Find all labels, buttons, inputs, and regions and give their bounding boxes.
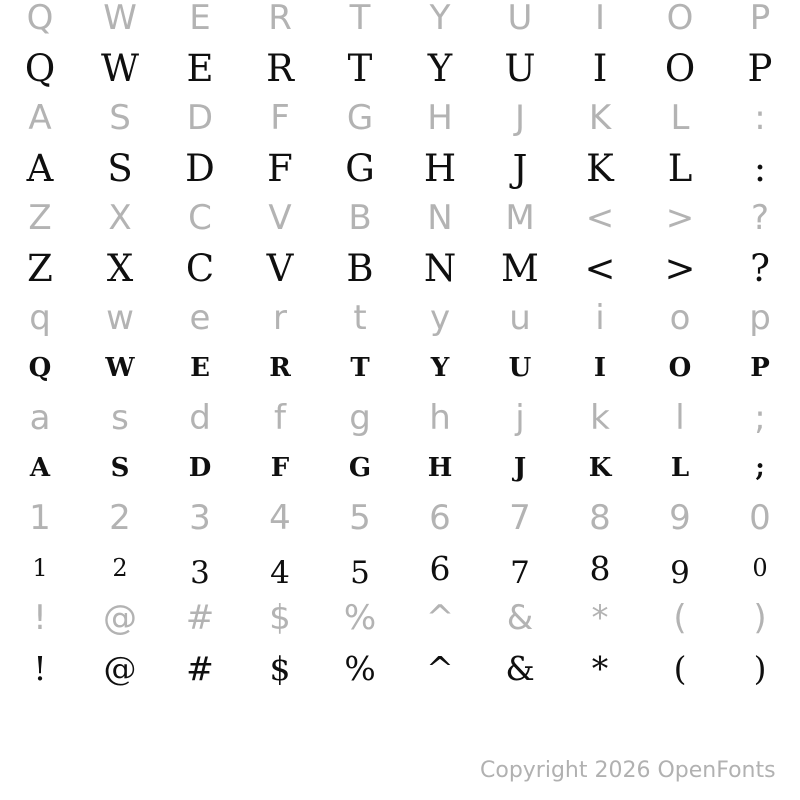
glyph-char: T — [347, 46, 373, 90]
glyph-cell — [240, 193, 320, 243]
glyph-char: S — [109, 98, 131, 138]
glyph-char: ; — [755, 453, 765, 483]
glyph-char: Z — [28, 198, 52, 238]
glyph-char: L — [667, 146, 693, 190]
glyph-char: P — [747, 46, 773, 90]
glyph-char: G — [348, 453, 372, 483]
glyph-cell — [0, 543, 80, 593]
glyph-cell — [240, 43, 320, 93]
glyph-cell — [560, 493, 640, 543]
glyph-char: E — [190, 353, 210, 383]
glyph-char: @ — [103, 648, 137, 688]
glyph-char: N — [423, 246, 457, 290]
glyph-cell — [160, 143, 240, 193]
glyph-char: l — [675, 398, 685, 438]
glyph-char: B — [346, 246, 374, 290]
glyph-cell — [320, 43, 400, 93]
glyph-char: Y — [430, 353, 450, 383]
glyph-char: J — [513, 453, 527, 483]
glyph-char: 9 — [669, 498, 691, 538]
glyph-cell — [480, 243, 560, 293]
glyph-cell — [160, 543, 240, 593]
glyph-cell — [560, 393, 640, 443]
glyph-char: W — [100, 46, 140, 90]
glyph-char: G — [345, 146, 375, 190]
glyph-char: a — [29, 398, 51, 438]
glyph-cell — [480, 393, 560, 443]
glyph-cell — [720, 243, 800, 293]
glyph-char: D — [185, 146, 215, 190]
glyph-char: < — [584, 246, 616, 290]
glyph-cell — [480, 643, 560, 693]
glyph-char: H — [423, 146, 457, 190]
glyph-char: K — [586, 146, 614, 190]
glyph-cell — [320, 293, 400, 343]
glyph-cell — [160, 0, 240, 43]
glyph-cell — [320, 243, 400, 293]
glyph-char: w — [106, 298, 134, 338]
glyph-char: Z — [27, 246, 53, 290]
glyph-char: D — [186, 98, 214, 138]
glyph-row-3-ref — [0, 93, 800, 143]
glyph-char: E — [189, 0, 211, 38]
glyph-cell — [0, 393, 80, 443]
glyph-cell — [240, 143, 320, 193]
glyph-cell — [640, 93, 720, 143]
glyph-cell — [400, 293, 480, 343]
glyph-cell — [720, 43, 800, 93]
glyph-char: * — [591, 598, 609, 638]
glyph-char: R — [268, 0, 292, 38]
glyph-cell — [240, 643, 320, 693]
glyph-char: 0 — [752, 554, 768, 582]
glyph-char: S — [107, 146, 133, 190]
glyph-cell — [560, 93, 640, 143]
glyph-char: $ — [269, 648, 291, 688]
glyph-cell — [0, 143, 80, 193]
glyph-cell — [480, 293, 560, 343]
glyph-char: M — [505, 198, 535, 238]
glyph-char: X — [106, 246, 134, 290]
glyph-char: 0 — [749, 498, 771, 538]
glyph-cell — [80, 593, 160, 643]
glyph-cell — [480, 0, 560, 43]
glyph-cell — [560, 243, 640, 293]
glyph-cell — [720, 543, 800, 593]
glyph-cell — [480, 193, 560, 243]
glyph-char: U — [504, 46, 536, 90]
glyph-cell — [80, 493, 160, 543]
glyph-cell — [640, 543, 720, 593]
glyph-char: F — [270, 98, 290, 138]
glyph-char: < — [585, 198, 615, 238]
glyph-char: E — [186, 46, 214, 90]
glyph-cell — [320, 393, 400, 443]
glyph-cell — [240, 543, 320, 593]
glyph-char: M — [501, 246, 539, 290]
glyph-char: 1 — [29, 498, 51, 538]
glyph-char: U — [508, 353, 532, 383]
glyph-cell — [80, 443, 160, 493]
glyph-char: ! — [33, 598, 47, 638]
glyph-cell — [80, 243, 160, 293]
glyph-char: u — [509, 298, 531, 338]
glyph-cell — [0, 0, 80, 43]
glyph-cell — [720, 493, 800, 543]
glyph-cell — [160, 643, 240, 693]
glyph-cell — [320, 343, 400, 393]
glyph-row-8-smallcaps — [0, 343, 800, 393]
glyph-cell — [400, 443, 480, 493]
glyph-cell — [640, 393, 720, 443]
glyph-cell — [240, 443, 320, 493]
glyph-cell — [320, 143, 400, 193]
glyph-row-1-ref — [0, 0, 800, 43]
glyph-char: 3 — [190, 555, 210, 591]
glyph-char: H — [427, 98, 453, 138]
glyph-char: > — [664, 246, 696, 290]
glyph-char: 1 — [32, 554, 48, 582]
glyph-char: O — [664, 46, 696, 90]
glyph-cell — [240, 343, 320, 393]
glyph-cell — [560, 0, 640, 43]
glyph-char: k — [590, 398, 610, 438]
glyph-char: 2 — [109, 498, 131, 538]
glyph-char: g — [349, 398, 371, 438]
glyph-cell — [80, 193, 160, 243]
glyph-cell — [80, 393, 160, 443]
glyph-cell — [640, 43, 720, 93]
copyright-text: Copyright 2026 OpenFonts — [480, 758, 776, 783]
glyph-char: % — [344, 648, 376, 688]
glyph-cell — [480, 343, 560, 393]
glyph-row-2-caps — [0, 43, 800, 93]
glyph-char: $ — [269, 598, 291, 638]
glyph-char: O — [666, 0, 694, 38]
glyph-char: & — [505, 648, 535, 688]
glyph-cell — [560, 593, 640, 643]
glyph-cell — [400, 0, 480, 43]
glyph-char: 3 — [189, 498, 211, 538]
glyph-cell — [160, 243, 240, 293]
glyph-char: T — [349, 0, 371, 38]
glyph-cell — [320, 0, 400, 43]
glyph-cell — [320, 643, 400, 693]
glyph-cell — [480, 93, 560, 143]
glyph-char: o — [669, 298, 691, 338]
glyph-char: 5 — [349, 498, 371, 538]
glyph-char: ( — [673, 598, 687, 638]
glyph-row-9-ref — [0, 393, 800, 443]
glyph-cell — [160, 443, 240, 493]
glyph-char: W — [105, 353, 135, 383]
glyph-char: 6 — [429, 548, 451, 588]
glyph-char: P — [750, 353, 770, 383]
glyph-char: @ — [103, 598, 137, 638]
glyph-cell — [0, 443, 80, 493]
glyph-cell — [160, 393, 240, 443]
glyph-cell — [160, 193, 240, 243]
glyph-char: L — [670, 453, 690, 483]
glyph-cell — [0, 93, 80, 143]
glyph-char: H — [427, 453, 453, 483]
glyph-cell — [400, 643, 480, 693]
glyph-cell — [400, 593, 480, 643]
glyph-row-10-smallcaps — [0, 443, 800, 493]
glyph-cell — [560, 543, 640, 593]
glyph-cell — [720, 193, 800, 243]
glyph-char: e — [189, 298, 211, 338]
glyph-cell — [480, 143, 560, 193]
glyph-char: # — [186, 648, 214, 688]
glyph-char: 7 — [510, 555, 530, 591]
glyph-cell — [320, 443, 400, 493]
glyph-cell — [480, 543, 560, 593]
glyph-char: : — [754, 98, 766, 138]
glyph-char: t — [353, 298, 367, 338]
glyph-cell — [640, 443, 720, 493]
glyph-char: 4 — [269, 498, 291, 538]
glyph-char: C — [188, 198, 212, 238]
glyph-char: 9 — [670, 555, 690, 591]
glyph-cell — [480, 593, 560, 643]
glyph-char: Q — [26, 0, 54, 38]
glyph-char: 6 — [429, 498, 451, 538]
glyph-cell — [640, 293, 720, 343]
glyph-row-4-caps — [0, 143, 800, 193]
glyph-cell — [0, 193, 80, 243]
glyph-char: 8 — [589, 498, 611, 538]
glyph-cell — [720, 593, 800, 643]
glyph-cell — [720, 393, 800, 443]
glyph-char: D — [188, 453, 212, 483]
glyph-char: ; — [754, 398, 766, 438]
glyph-cell — [640, 493, 720, 543]
glyph-cell — [480, 493, 560, 543]
glyph-char: ! — [33, 648, 47, 688]
glyph-char: A — [26, 146, 54, 190]
glyph-char: i — [595, 298, 605, 338]
glyph-char: p — [749, 298, 771, 338]
glyph-cell — [80, 143, 160, 193]
glyph-cell — [400, 193, 480, 243]
glyph-char: W — [103, 0, 137, 38]
glyph-cell — [640, 0, 720, 43]
glyph-char: I — [592, 46, 608, 90]
glyph-cell — [240, 0, 320, 43]
glyph-char: F — [270, 453, 290, 483]
glyph-cell — [0, 593, 80, 643]
glyph-char: ) — [753, 598, 767, 638]
glyph-cell — [560, 343, 640, 393]
glyph-cell — [400, 493, 480, 543]
glyph-cell — [480, 443, 560, 493]
glyph-cell — [0, 643, 80, 693]
glyph-char: I — [594, 0, 606, 38]
glyph-char: U — [507, 0, 533, 38]
glyph-cell — [240, 593, 320, 643]
glyph-char: j — [515, 398, 525, 438]
glyph-cell — [560, 643, 640, 693]
glyph-char: ^ — [425, 598, 455, 638]
glyph-cell — [240, 293, 320, 343]
glyph-cell — [720, 343, 800, 393]
glyph-cell — [400, 93, 480, 143]
glyph-char: J — [512, 146, 528, 190]
glyph-cell — [320, 543, 400, 593]
glyph-cell — [80, 543, 160, 593]
glyph-char: Q — [28, 353, 52, 383]
glyph-char: Q — [24, 46, 56, 90]
glyph-char: C — [185, 246, 215, 290]
glyph-cell — [640, 143, 720, 193]
glyph-char: : — [753, 146, 767, 190]
glyph-cell — [0, 493, 80, 543]
glyph-cell — [160, 93, 240, 143]
glyph-cell — [720, 293, 800, 343]
glyph-cell — [560, 43, 640, 93]
glyph-cell — [400, 243, 480, 293]
glyph-char: V — [266, 246, 294, 290]
glyph-row-13-ref — [0, 593, 800, 643]
glyph-char: # — [185, 598, 215, 638]
glyph-cell — [160, 493, 240, 543]
glyph-cell — [160, 43, 240, 93]
glyph-char: 4 — [270, 555, 290, 591]
glyph-char: A — [28, 98, 52, 138]
glyph-cell — [320, 493, 400, 543]
glyph-char: A — [29, 453, 51, 483]
glyph-char: ? — [750, 198, 770, 238]
glyph-row-14-symbols — [0, 643, 800, 693]
glyph-char: r — [273, 298, 287, 338]
glyph-cell — [240, 243, 320, 293]
glyph-cell — [400, 43, 480, 93]
glyph-char: d — [189, 398, 211, 438]
glyph-char: s — [111, 398, 129, 438]
glyph-cell — [640, 193, 720, 243]
glyph-char: 5 — [350, 555, 370, 591]
glyph-char: N — [427, 198, 453, 238]
glyph-cell — [400, 343, 480, 393]
glyph-cell — [160, 293, 240, 343]
glyph-cell — [720, 143, 800, 193]
glyph-char: f — [274, 398, 286, 438]
glyph-cell — [160, 593, 240, 643]
glyph-cell — [0, 43, 80, 93]
glyph-char: q — [29, 298, 51, 338]
glyph-cell — [560, 193, 640, 243]
glyph-row-7-ref — [0, 293, 800, 343]
glyph-cell — [80, 93, 160, 143]
glyph-char: > — [665, 198, 695, 238]
glyph-char: ^ — [426, 648, 454, 688]
glyph-char: 2 — [112, 554, 128, 582]
glyph-char: ) — [753, 648, 767, 688]
glyph-char: L — [670, 98, 690, 138]
glyph-cell — [320, 593, 400, 643]
glyph-char: % — [343, 598, 377, 638]
glyph-row-6-caps — [0, 243, 800, 293]
glyph-cell — [0, 243, 80, 293]
glyph-char: K — [588, 453, 612, 483]
glyph-cell — [400, 143, 480, 193]
glyph-char: 7 — [509, 498, 531, 538]
glyph-cell — [320, 193, 400, 243]
glyph-cell — [0, 343, 80, 393]
glyph-char: y — [429, 298, 451, 338]
glyph-char: Y — [427, 46, 453, 90]
glyph-char: & — [506, 598, 534, 638]
glyph-char: h — [429, 398, 451, 438]
glyph-char: F — [267, 146, 293, 190]
glyph-cell — [80, 0, 160, 43]
glyph-cell — [720, 643, 800, 693]
glyph-cell — [480, 43, 560, 93]
glyph-row-12-figures — [0, 543, 800, 593]
glyph-char: Y — [429, 0, 451, 38]
glyph-cell — [240, 393, 320, 443]
glyph-cell — [640, 243, 720, 293]
glyph-row-5-ref — [0, 193, 800, 243]
glyph-char: ( — [673, 648, 687, 688]
glyph-char: G — [346, 98, 374, 138]
glyph-cell — [160, 343, 240, 393]
glyph-cell — [560, 293, 640, 343]
glyph-cell — [560, 443, 640, 493]
glyph-char: X — [108, 198, 132, 238]
glyph-cell — [720, 93, 800, 143]
glyph-row-11-ref — [0, 493, 800, 543]
glyph-cell — [80, 643, 160, 693]
glyph-cell — [400, 543, 480, 593]
glyph-cell — [720, 443, 800, 493]
glyph-cell — [560, 143, 640, 193]
glyph-char: S — [110, 453, 130, 483]
glyph-cell — [80, 43, 160, 93]
glyph-cell — [240, 93, 320, 143]
glyph-char: * — [591, 648, 609, 688]
glyph-cell — [80, 293, 160, 343]
glyph-char: I — [593, 353, 607, 383]
glyph-cell — [720, 0, 800, 43]
glyph-char: R — [269, 353, 291, 383]
glyph-cell — [240, 493, 320, 543]
glyph-cell — [400, 393, 480, 443]
glyph-char: J — [514, 98, 526, 138]
glyph-cell — [640, 343, 720, 393]
glyph-cell — [640, 593, 720, 643]
glyph-char: 8 — [589, 548, 611, 588]
glyph-char: ? — [750, 246, 770, 290]
glyph-char: K — [588, 98, 612, 138]
glyph-char: P — [749, 0, 771, 38]
glyph-char: R — [266, 46, 294, 90]
glyph-char: V — [268, 198, 292, 238]
glyph-cell — [640, 643, 720, 693]
glyph-cell — [0, 293, 80, 343]
glyph-cell — [80, 343, 160, 393]
glyph-char: O — [668, 353, 692, 383]
glyph-char: T — [350, 353, 370, 383]
glyph-cell — [320, 93, 400, 143]
glyph-char: B — [348, 198, 372, 238]
